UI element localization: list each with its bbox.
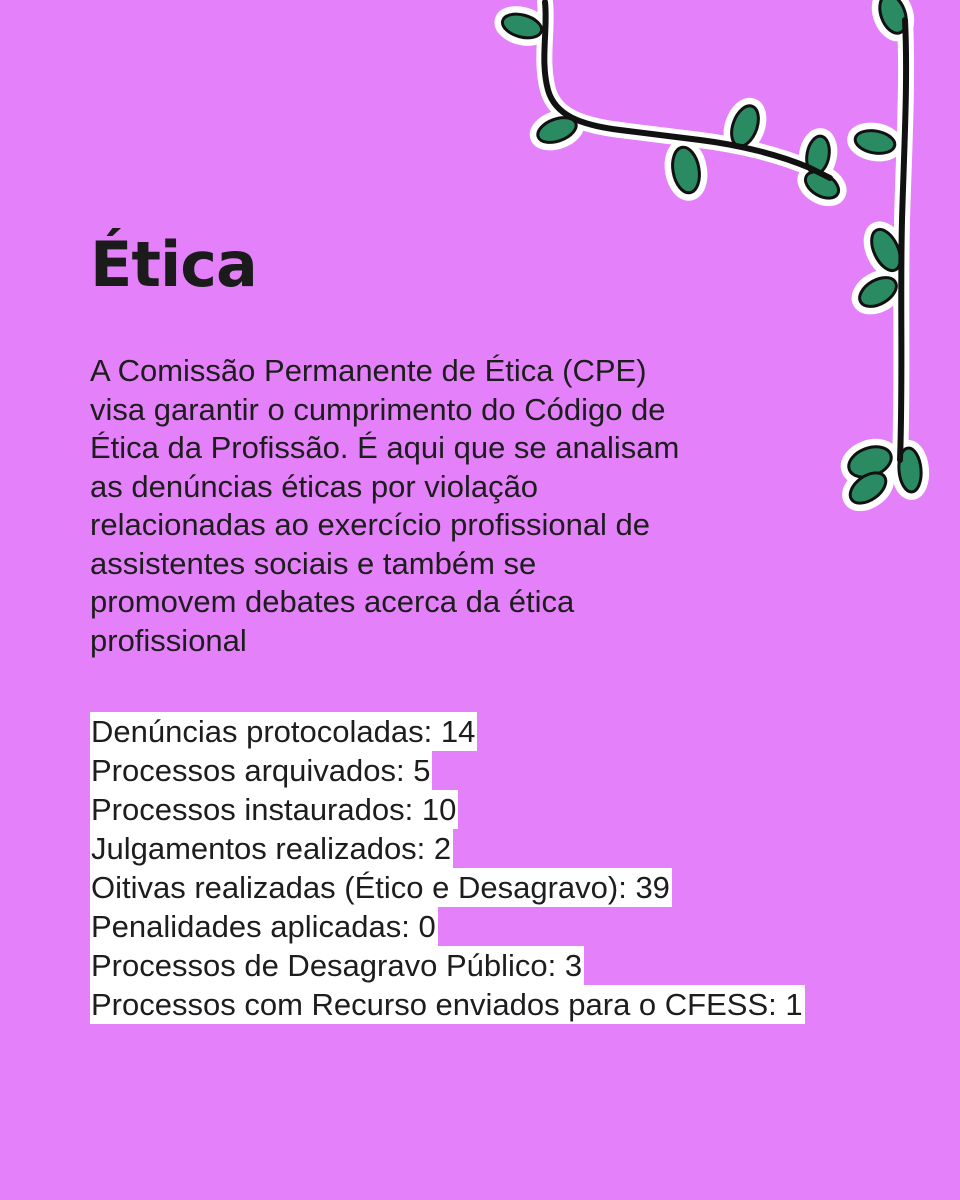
stat-processos-desagravo: Processos de Desagravo Público: 3: [91, 948, 583, 983]
stat-penalidades-aplicadas: Penalidades aplicadas: 0: [91, 909, 436, 944]
stat-processos-instaurados: Processos instaurados: 10: [91, 792, 457, 827]
stat-julgamentos-realizados: Julgamentos realizados: 2: [91, 831, 452, 866]
stat-denuncias-protocoladas: Denúncias protocoladas: 14: [91, 714, 476, 749]
stat-processos-recurso-cfess: Processos com Recurso enviados para o CFESS: 1: [91, 987, 803, 1022]
stat-processos-arquivados: Processos arquivados: 5: [91, 753, 431, 788]
description-text: A Comissão Permanente de Ética (CPE) visa garantir o cumprimento do Código de Ética da Profissão. É aqui que se analisam as denúncias éticas por violação relacionadas ao exercício profissional de assistentes sociais e também se promovem debates acerca da ética profissional: [90, 353, 680, 658]
page-title: Ética: [90, 228, 257, 301]
stat-oitivas-realizadas: Oitivas realizadas (Ético e Desagravo): 39: [91, 870, 670, 905]
stats-list: [90, 712, 805, 1024]
